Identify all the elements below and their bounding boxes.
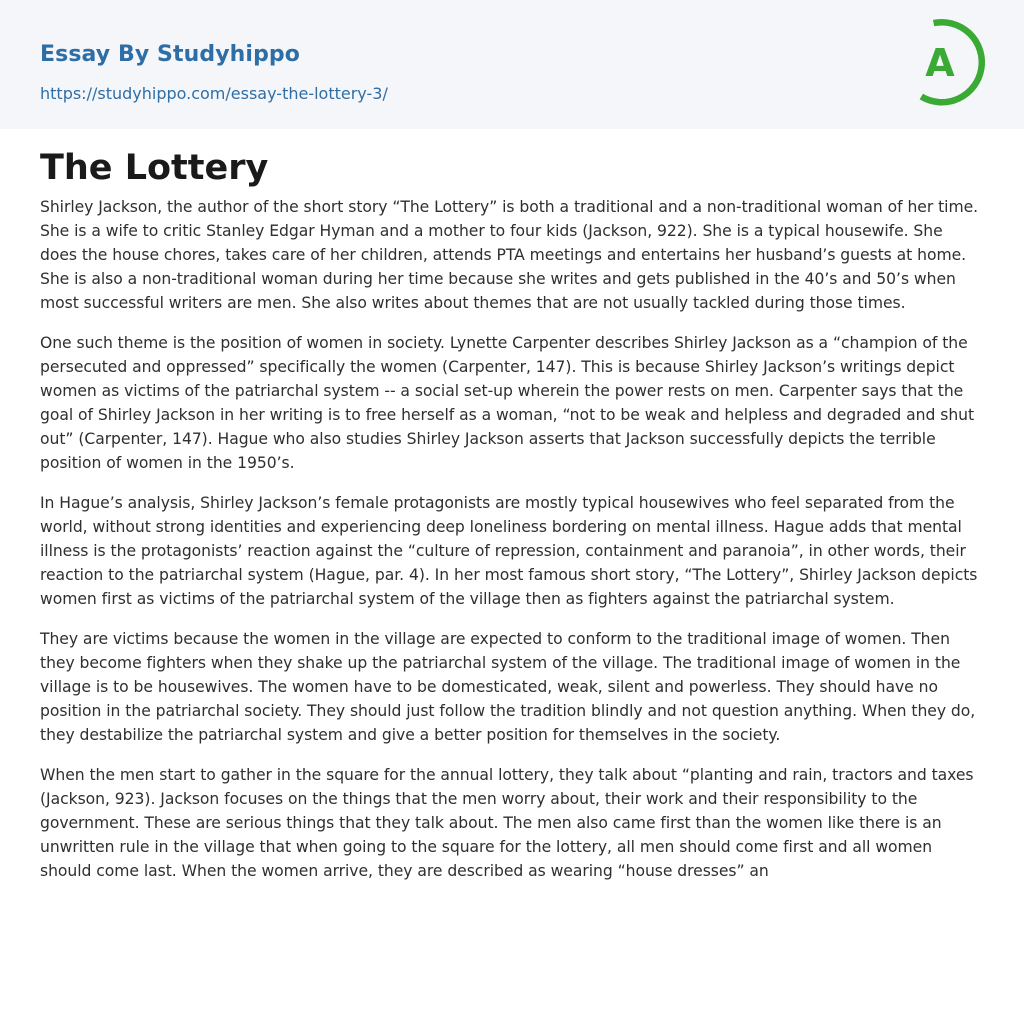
paragraph: Shirley Jackson, the author of the short story “The Lottery” is both a traditional and a non-traditional woman of her time. She is a wife to critic Stanley Edgar Hyman and a mother to four kids (Jackson, 922). She is a typical housewife. She does the house chores, takes care of her children, attends PTA meetings and entertains her husband’s guests at home. She is also a non-traditional woman during her time because she writes and gets published in the 40’s and 50’s when most successful writers are men. She also writes about themes that are not usually tackled during those times. — [40, 198, 979, 312]
paragraph: They are victims because the women in the village are expected to conform to the traditional image of women. Then they become fighters when they shake up the patriarchal system of the village. The traditional image of women in the village is to be housewives. The women have to be domesticated, weak, silent and powerless. They should have no position in the patriarchal society. They should just follow the tradition blindly and not question anything. When they do, they destabilize the patriarchal system and give a better position for themselves in the society. — [40, 630, 976, 744]
page-title: The Lottery — [40, 148, 269, 188]
site-title[interactable]: Essay By Studyhippo — [40, 42, 300, 67]
paragraph: In Hague’s analysis, Shirley Jackson’s female protagonists are mostly typical housewives who feel separated from the world, without strong identities and experiencing deep loneliness bordering on mental illness. Hague adds that mental illness is the protagonists’ reaction against the “culture of repression, containment and paranoia”, in other words, their reaction to the patriarchal system (Hague, par. 4). In her most famous short story, “The Lottery”, Shirley Jackson depicts women first as victims of the patriarchal system of the village then as fighters against the patriarchal system. — [40, 494, 978, 608]
site-header — [0, 0, 1024, 129]
page-url-link[interactable]: https://studyhippo.com/essay-the-lottery-3/ — [40, 84, 388, 103]
article — [0, 149, 1024, 883]
studyhippo-logo[interactable] — [900, 16, 988, 108]
logo-letter: A — [925, 41, 955, 85]
paragraph: When the men start to gather in the square for the annual lottery, they talk about “planting and rain, tractors and taxes (Jackson, 923). Jackson focuses on the things that the men worry about, their work and their responsibility to the government. These are serious things that they talk about. The men also came first than the women like there is an unwritten rule in the village that when going to the square for the lottery, all men should come first and all women should come last. When the women arrive, they are described as wearing “house dresses” an — [40, 766, 974, 880]
paragraph: One such theme is the position of women in society. Lynette Carpenter describes Shirley Jackson as a “champion of the persecuted and oppressed” specifically the women (Carpenter, 147). This is because Shirley Jackson’s writings depict women as victims of the patriarchal system -- a social set-up wherein the power rests on men. Carpenter says that the goal of Shirley Jackson in her writing is to free herself as a woman, “not to be weak and helpless and degraded and shut out” (Carpenter, 147). Hague who also studies Shirley Jackson asserts that Jackson successfully depicts the terrible position of women in the 1950’s. — [40, 334, 975, 472]
